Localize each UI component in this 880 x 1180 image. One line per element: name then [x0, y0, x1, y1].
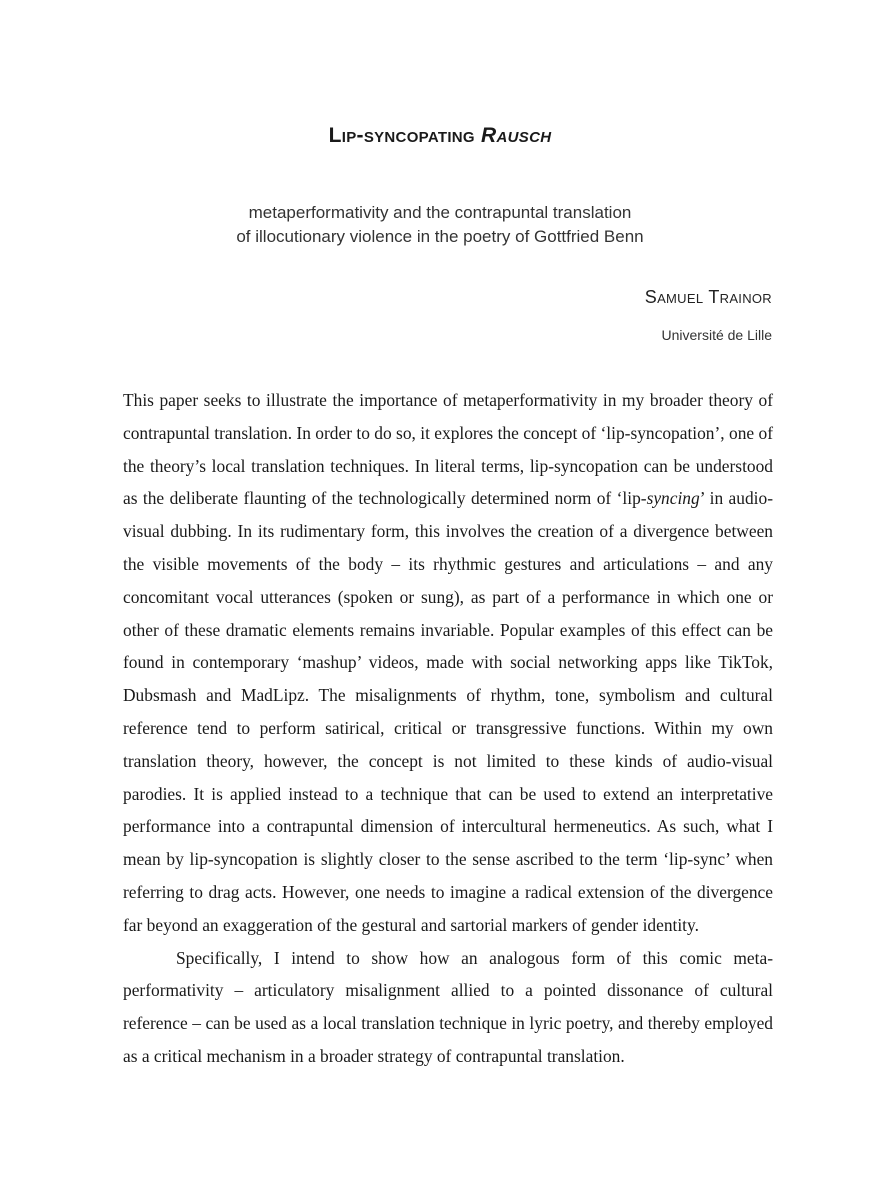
subtitle-line-1: metaperformativity and the contrapuntal translation	[248, 203, 632, 222]
paragraph-1-emphasis: syncing	[646, 488, 700, 509]
paragraph-1-part-b: ’ in audio-visual dubbing. In its rudimentary form, this involves the creation of a divergence between the visible movements of the body – its rhythmic gestures and articulations – and any concomitant vocal utterances (spoken or sung), as part of a performance in which one or other of these dramatic elements remains invariable. Popular examples of this effect can be found in contemporary ‘mashup’ videos, made with social networking apps like TikTok, Dubsmash and MadLipz. The misalignments of rhythm, tone, symbolism and cultural reference tend to perform satirical, critical or transgressive functions. Within my own translation theory, however, the concept is not limited to these kinds of audio-visual parodies. It is applied instead to a technique that can be used to extend an interpretative performance into a contrapuntal dimension of intercultural hermeneutics. As such, what I mean by lip-syncopation is slightly closer to the sense ascribed to the term ‘lip-sync’ when referring to drag acts. However, one needs to imagine a radical extension of the divergence far beyond an exaggeration of the gestural and sartorial markers of gender identity.	[123, 488, 773, 935]
paragraph-1	[123, 384, 773, 942]
author-affiliation: Université de Lille	[661, 327, 772, 343]
paragraph-2: Specifically, I intend to show how an analogous form of this comic meta-performativity – articulatory misalignment allied to a pointed dissonance of cultural reference – can be used as a local translation technique in lyric poetry, and thereby employed as a critical mechanism in a broader strategy of contrapuntal translation.	[123, 947, 773, 1066]
title-main: Lip-syncopating	[328, 124, 482, 147]
subtitle-line-2: of illocutionary violence in the poetry of Gottfried Benn	[236, 227, 644, 246]
paragraph-1-part-a: This paper seeks to illustrate the importance of metaperformativity in my broader theory of contrapuntal translation. In order to do so, it explores the concept of ‘lip-syncopation’, one of the theory’s local translation techniques. In literal terms, lip-syncopation can be understood as the deliberate flaunting of the technologically determined norm of ‘lip-	[123, 390, 773, 509]
paper-subtitle	[0, 201, 880, 249]
author-name: Samuel Trainor	[644, 287, 772, 307]
abstract-body	[123, 384, 773, 1073]
paper-title	[0, 124, 880, 148]
title-italic: Rausch	[481, 124, 552, 147]
